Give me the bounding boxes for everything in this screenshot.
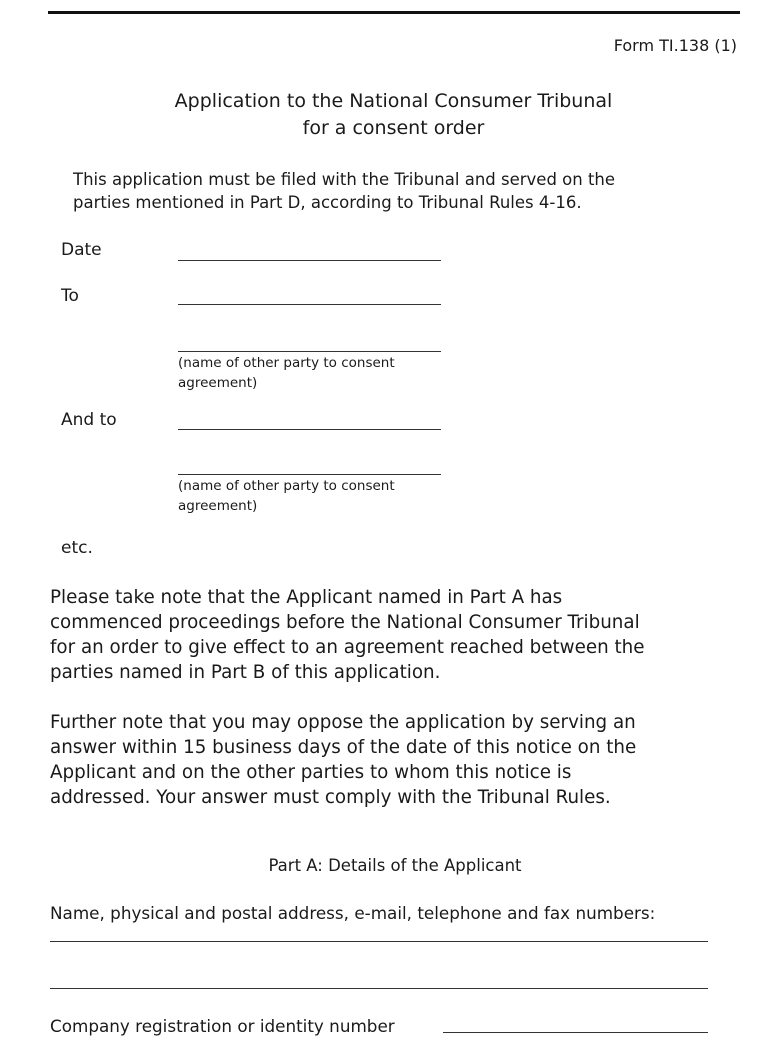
notice-line: commenced proceedings before the National Consumer Tribunal <box>50 612 640 633</box>
part-a-heading: Part A: Details of the Applicant <box>268 856 522 875</box>
form-number: Form TI.138 (1) <box>613 36 737 55</box>
applicant-details-field-1[interactable] <box>50 941 708 942</box>
intro-line-2: parties mentioned in Part D, according to Tribunal Rules 4-16. <box>73 193 582 212</box>
and-to-party-name-field[interactable] <box>178 474 441 475</box>
notice-paragraph-2 <box>50 710 745 810</box>
notice-line: parties named in Part B of this application. <box>50 662 441 683</box>
to-party-name-field[interactable] <box>178 351 441 352</box>
date-label: Date <box>61 240 102 260</box>
caption-line-1: (name of other party to consent <box>178 478 395 494</box>
notice-line: Further note that you may oppose the application by serving an <box>50 712 636 733</box>
to-field[interactable] <box>178 304 441 305</box>
notice-line: Applicant and on the other parties to whom this notice is <box>50 762 572 783</box>
and-to-label: And to <box>61 410 117 430</box>
caption-line-2: agreement) <box>178 498 258 514</box>
notice-line: for an order to give effect to an agreement reached between the <box>50 637 645 658</box>
notice-line: addressed. Your answer must comply with the Tribunal Rules. <box>50 787 611 808</box>
caption-line-2: agreement) <box>178 375 258 391</box>
and-to-party-caption <box>178 476 395 516</box>
top-rule <box>48 11 740 14</box>
title-line-2: for a consent order <box>302 117 485 139</box>
to-label: To <box>61 286 79 306</box>
applicant-details-field-2[interactable] <box>50 988 708 989</box>
applicant-details-label: Name, physical and postal address, e-mail, telephone and fax numbers: <box>50 903 656 923</box>
notice-line: Please take note that the Applicant named in Part A has <box>50 587 563 608</box>
notice-line: answer within 15 business days of the date of this notice on the <box>50 737 637 758</box>
page-title <box>0 88 757 142</box>
intro-text <box>73 168 743 214</box>
caption-line-1: (name of other party to consent <box>178 355 395 371</box>
etc-label: etc. <box>61 538 93 558</box>
registration-number-field[interactable] <box>443 1032 708 1033</box>
intro-line-1: This application must be filed with the Tribunal and served on the <box>73 170 616 189</box>
notice-paragraph-1 <box>50 585 745 685</box>
and-to-field[interactable] <box>178 429 441 430</box>
date-field[interactable] <box>178 260 441 261</box>
registration-number-label: Company registration or identity number <box>50 1016 395 1036</box>
to-party-caption <box>178 353 395 393</box>
title-line-1: Application to the National Consumer Tribunal <box>174 90 613 112</box>
